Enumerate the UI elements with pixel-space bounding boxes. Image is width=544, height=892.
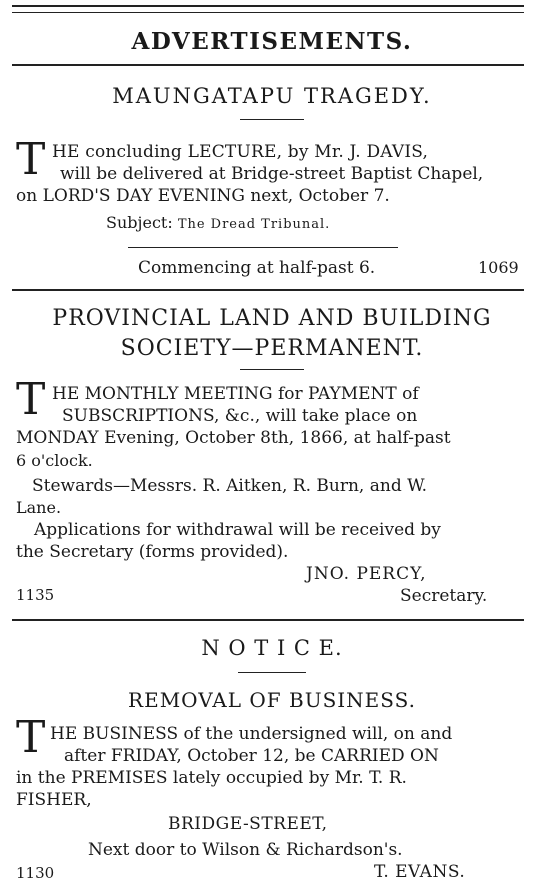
ad3-heading-rule <box>238 672 306 673</box>
ad3-drop-cap: T <box>16 712 46 763</box>
separator-rule <box>12 289 524 291</box>
ad3-subheading: REMOVAL OF BUSINESS. <box>128 688 416 712</box>
title-rule <box>12 64 524 66</box>
ad3-line: HE BUSINESS of the undersigned will, on and <box>50 724 453 744</box>
ad3-ref-number: 1130 <box>16 864 55 882</box>
ad1-ref-number: 1069 <box>478 258 519 277</box>
ad2-ref-number: 1135 <box>16 586 55 604</box>
ad3-signature: T. EVANS. <box>374 862 466 882</box>
ad1-line: will be delivered at Bridge-street Baptist Chapel, <box>60 164 484 184</box>
section-title: ADVERTISEMENTS. <box>131 28 413 55</box>
top-rule <box>12 5 524 7</box>
ad2-line: Stewards—Messrs. R. Aitken, R. Burn, and W. <box>32 476 428 496</box>
ad1-heading-rule <box>240 119 304 120</box>
ad1-subject <box>106 213 330 232</box>
ad2-drop-cap: T <box>16 374 46 425</box>
ad1-drop-cap: T <box>16 134 46 185</box>
ad2-line: HE MONTHLY MEETING for PAYMENT of <box>52 384 419 404</box>
ad2-signature: JNO. PERCY, <box>306 564 427 584</box>
ad3-line: in the PREMISES lately occupied by Mr. T. R. <box>16 768 407 788</box>
subject-label: Subject: <box>106 213 173 232</box>
ad2-line: MONDAY Evening, October 8th, 1866, at half-past <box>16 428 451 448</box>
ad2-heading: PROVINCIAL LAND AND BUILDING <box>52 306 492 331</box>
subject-word: Tribunal. <box>261 217 331 232</box>
subject-word: The <box>177 217 206 232</box>
ad1-heading: MAUNGATAPU TRAGEDY. <box>112 84 432 108</box>
ad1-line: on LORD'S DAY EVENING next, October 7. <box>16 186 390 206</box>
ad2-line: Applications for withdrawal will be received by <box>34 520 441 540</box>
ad2-heading: SOCIETY—PERMANENT. <box>120 336 424 361</box>
ad2-heading-rule <box>240 369 304 370</box>
subject-word: Dread <box>210 217 257 232</box>
ad2-signature-title: Secretary. <box>400 586 488 606</box>
ad3-line: FISHER, <box>16 790 92 810</box>
ad2-line: Lane. <box>16 498 62 517</box>
separator-rule <box>12 619 524 621</box>
ad1-rule <box>128 247 398 248</box>
ad3-line: Next door to Wilson & Richardson's. <box>88 840 403 860</box>
ad3-line: after FRIDAY, October 12, be CARRIED ON <box>64 746 439 766</box>
ad2-line: the Secretary (forms provided). <box>16 542 289 562</box>
ad1-commencing: Commencing at half-past 6. <box>138 258 376 278</box>
ad1-line: HE concluding LECTURE, by Mr. J. DAVIS, <box>52 142 429 162</box>
ad3-line: BRIDGE-STREET, <box>168 814 328 834</box>
ad2-line: SUBSCRIPTIONS, &c., will take place on <box>62 406 418 426</box>
ad2-line: 6 o'clock. <box>16 451 93 470</box>
ad3-heading: N O T I C E. <box>201 636 343 660</box>
top-rule-thin <box>12 12 524 13</box>
